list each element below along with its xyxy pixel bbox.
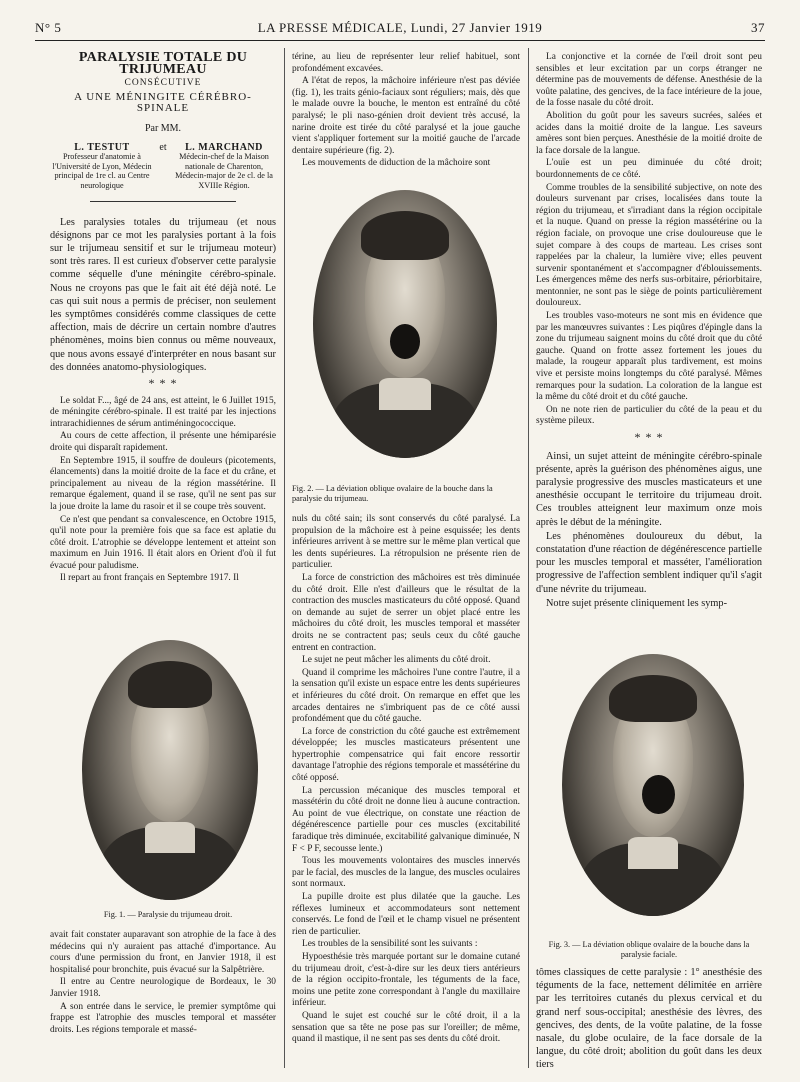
author-2-name: L. MARCHAND	[185, 141, 263, 153]
article-subtitle-2: A UNE MÉNINGITE CÉRÉBRO-SPINALE	[74, 90, 252, 115]
paragraph: La conjonctive et la cornée de l'œil droit sont peu sensibles et leur excitation par un corps étranger ne détermine pas de mouvements de défense. Anesthésie de la voûte palatine, des gencives, de la face intérieure de la joue, de la fosse nasale du côté droit.	[536, 52, 762, 109]
paragraph: La force de constriction des mâchoires est très diminuée du côté droit. Elle n'est d'ailleurs que le résultat de la contraction des muscles masticateurs du côté opposé. Quand on demande au sujet de serrer un objet placé entre les mâchoires du côté droit, les muscles temporal et masséter droits ne se contractent pas; seuls ceux du côté gauche entrent en contraction.	[292, 572, 520, 653]
column-divider	[284, 48, 285, 1068]
figure-2-open-mouth	[390, 324, 419, 359]
paragraph: La percussion mécanique des muscles temporal et massétérin du côté droit ne donne lieu à aucune contraction. Au point de vue électrique, on constate une réaction de dégénérescence partielle pour ces muscles (excitabilité faradique très diminuée, excitabilité galvanique diminuée, N F < P F, secousse lente.)	[292, 785, 520, 854]
paragraph: Hypoesthésie très marquée portant sur le domaine cutané du trijumeau droit, c'est-à-dire sur les deux tiers antérieurs de la région occipito-frontale, les téguments de la face, moins une petite zone correspondant à l'angle du maxillaire inférieur.	[292, 951, 520, 1009]
figure-2-caption: Fig. 2. — La déviation oblique ovalaire de la bouche dans la paralysie du trijumeau.	[292, 484, 493, 503]
paragraph: Notre sujet présente cliniquement les symp-	[546, 597, 728, 609]
figure-1-photo	[82, 640, 258, 900]
paragraph: La force de constriction du côté gauche est extrêmement développée; les muscles masticateurs présentent une hypertrophie compensatrice qui fait encore ressortir davantage l'atrophie des régions temporale et massétérine du côté opposé.	[292, 726, 520, 784]
column-2-continued	[292, 514, 520, 1047]
byline-prefix: Par MM.	[144, 122, 182, 134]
authors	[50, 143, 276, 191]
author-1-name: L. TESTUT	[74, 141, 130, 153]
paragraph: En Septembre 1915, il souffre de douleurs (picotements, élancements) dans la moitié droite de la face et du crâne, et principalement au niveau de la région massétérine. Il remarque également, quand il se rase, qu'il ne sent pas sur la joue droite la lame du rasoir et il se coupe très souvent.	[50, 455, 276, 512]
column-divider	[528, 48, 529, 1068]
column-1-continued	[50, 930, 276, 1037]
figure-2-photo	[313, 190, 497, 458]
figure-2-collar	[379, 378, 431, 410]
column-1	[50, 52, 276, 586]
figure-3-open-mouth	[642, 775, 675, 814]
page-header	[35, 20, 765, 40]
paragraph: On ne note rien de particulier du côté de la peau et du système pileux.	[536, 404, 762, 427]
author-2	[172, 143, 276, 191]
header-rule	[35, 40, 765, 41]
author-2-affiliation: Médecin-chef de la Maison nationale de Charenton, Médecin-major de 2e cl. de la XVIIIe Région.	[175, 152, 273, 190]
figure-1-hair	[128, 661, 212, 708]
issue-number: N° 5	[35, 20, 62, 35]
paragraph: A son entrée dans le service, le premier symptôme qui frappe est l'atrophie des muscles temporal et masséter droits. Les régions temporale et massé-	[50, 1001, 276, 1035]
figure-3-collar	[628, 837, 679, 868]
author-conjunction: et	[159, 141, 167, 153]
section-stars: * * *	[148, 375, 178, 390]
column-3-continued	[536, 966, 762, 1073]
paragraph: Les troubles vaso-moteurs ne sont mis en évidence que par les manœuvres suivantes : Les piqûres d'épingle dans la zone du trijumeau saignent moins du côté droit que du côté gauche. Quand on frotte assez fortement les joues du malade, la rougeur apparaît plus tardivement, est moins vive et persiste moins longtemps du côté paralysé. Mêmes remarques pour la sudation. La coloration de la langue est la même du côté droit et du côté gauche.	[536, 311, 762, 403]
paragraph: Le sujet ne peut mâcher les aliments du côté droit.	[302, 655, 491, 666]
figure-1-collar	[145, 822, 194, 853]
title-rule	[90, 201, 236, 202]
paragraph: Le soldat F..., âgé de 24 ans, est atteint, le 6 Juillet 1915, de méningite cérébro-spinale. Il est traité par les injections intrarachidiennes de sérum antiméningococcique.	[50, 395, 276, 429]
author-1	[50, 143, 154, 191]
paragraph: Les troubles de la sensibilité sont les suivants :	[302, 939, 478, 950]
intro-paragraph: Les paralysies totales du trijumeau (et nous désignons par ce mot les paralysies portant à la fois sur le trijumeau sensitif et sur le trijumeau moteur) sont très rares. Il est curieux d'observer cette paralysie comme séquelle d'une méningite cérébro-spinale. Nous ne croyons pas que le fait ait été déjà noté. Le cas qui suit nous a permis de préciser, non seulement les symptômes considérés comme classiques de cette affection, mais de décrire un certain nombre d'autres phénomènes, moins bien connus ou même nouveaux, que nous avons essayé d'interpréter en nous basant sur des données anatomo-physiologiques.	[50, 216, 276, 373]
paragraph: nuls du côté sain; ils sont conservés du côté paralysé. La propulsion de la mâchoire est à peine esquissée; les dents inférieures arrivent à se mettre sur le même plan vertical que les dents supérieures. La rétropulsion ne présente rien de particulier.	[292, 514, 520, 571]
paragraph: Quand le sujet est couché sur le côté droit, il a la sensation que sa tête ne pose pas sur l'oreiller; de même, quand il mastique, il ne sent pas ses dents du côté droit.	[292, 1010, 520, 1045]
paragraph: térine, au lieu de représenter leur relief habituel, sont profondément excavées.	[292, 52, 520, 74]
paragraph: Il repart au front français en Septembre 1917. Il	[60, 573, 239, 584]
masthead: LA PRESSE MÉDICALE, Lundi, 27 Janvier 1919	[257, 20, 543, 35]
figure-3-photo	[562, 654, 744, 916]
paragraph: Au cours de cette affection, il présente une hémiparésie droite qui disparaît rapidement.	[50, 431, 276, 453]
section-stars: * * *	[634, 430, 664, 444]
column-3	[536, 52, 762, 611]
figure-3-hair	[609, 675, 696, 722]
figure-3-caption: Fig. 3. — La déviation oblique ovalaire de la bouche dans la paralysie faciale.	[548, 940, 750, 959]
paragraph: Abolition du goût pour les saveurs sucrées, salées et acides dans la moitié droite de la langue. Les saveurs amères sont bien perçues. Anesthésie de la moitié droite de la face dorsale de la langue.	[536, 110, 762, 156]
paragraph: Ainsi, un sujet atteint de méningite cérébro-spinale présente, après la guérison des phénomènes aigus, une paralysie progressive des muscles masticateurs et une anesthésie occupant le territoire du trijumeau droit. Ces troubles atteignent leur maximum onze mois après le début de la méningite.	[536, 450, 762, 528]
paragraph: Il entre au Centre neurologique de Bordeaux, le 30 Janvier 1918.	[50, 977, 276, 999]
paragraph: tômes classiques de cette paralysie : 1° anesthésie des téguments de la face, nettement délimitée en arrière par les territoires cutanés du plexus cervical et du grand nerf sous-occipital; anesthésie des lèvres, des gencives, des dents, de la voûte palatine, de la fosse nasale, du globe oculaire, de la face dorsale de la langue, du côté droit; abolition du goût dans les deux tiers	[536, 967, 762, 1071]
paragraph: La pupille droite est plus dilatée que la gauche. Les réflexes lumineux et accommodateurs sont nettement conservés. Le fond de l'œil et le champ visuel ne présentent rien de particulier.	[292, 892, 520, 937]
paragraph: Quand il comprime les mâchoires l'une contre l'autre, il a la sensation qu'il existe un espace entre les dents supérieures et inférieures du côté droit. On remarque en effet que les arcades dentaires ne s'imbriquent pas de ce côté aussi profondément que du côté gauche.	[292, 667, 520, 725]
paragraph: L'ouïe est un peu diminuée du côté droit; bourdonnements de ce côté.	[536, 158, 762, 180]
author-1-affiliation: Professeur d'anatomie à l'Université de Lyon, Médecin principal de 1re cl. au Centre neurologique	[52, 152, 152, 190]
figure-1-caption: Fig. 1. — Paralysie du trijumeau droit.	[103, 910, 233, 919]
paragraph: Comme troubles de la sensibilité subjective, on note des douleurs survenant par crises, localisées dans toute la région du trijumeau, et s'irradiant dans la région occipitale et la nuque. Quand on presse la région massétérine ou la région faciale, on provoque une crise douloureuse que le sujet compare à des coups de marteau. Les crises sont rappelées par la chaleur, la lumière vive; elles peuvent survenir spontanément et s'accompagner d'éblouissements. Les émergences même des nerfs sus-orbitaire, périorbitaire, mentonnier, ne sont pas le siège de points particulièrement douloureux.	[536, 182, 762, 309]
paragraph: A l'état de repos, la mâchoire inférieure n'est pas déviée (fig. 1), les traits génio-faciaux sont réguliers; mais, dès que le malade ouvre la bouche, le menton est entraîné du côté paralysé; le pli naso-génien droit devient très accusé, la narine droite est tirée du côté paralysé et la joue gauche vient s'appliquer fortement sur la moitié gauche de l'arcade dentaire supérieure (fig. 2).	[292, 76, 520, 156]
paragraph: avait fait constater auparavant son atrophie de la face à des médecins qui n'y auraient pas attaché d'importance. Au cours d'une permission du front, en Janvier 1918, il est hospitalisé pour bronchite, puis évacué sur la Salpêtrière.	[50, 930, 276, 975]
article-title: PARALYSIE TOTALE DU TRIJUMEAU	[78, 50, 248, 77]
page-number: 37	[751, 20, 765, 35]
paragraph: Ce n'est que pendant sa convalescence, en Octobre 1915, qu'il note pour la première fois que sa face est aplatie du côté droit. L'atrophie se développe lentement et atteint son maximum en Juin 1916. Il était alors en Orient d'où il fut évacué pour paludisme.	[50, 514, 276, 571]
article-subtitle-1: CONSÉCUTIVE	[124, 78, 202, 89]
figure-2-hair	[361, 211, 449, 259]
paragraph: Les mouvements de diduction de la mâchoire sont	[302, 158, 491, 169]
paragraph: Tous les mouvements volontaires des muscles innervés par le facial, des muscles de la langue, des muscles oculaires sont normaux.	[292, 856, 520, 890]
column-2	[292, 52, 520, 171]
paragraph: Les phénomènes douloureux du début, la constatation d'une réaction de dégénérescence partielle pour les muscles temporal et masséter, l'amélioration progressive de l'affection semblent indiquer qu'il s'agit d'une névrite du trijumeau.	[536, 530, 762, 595]
